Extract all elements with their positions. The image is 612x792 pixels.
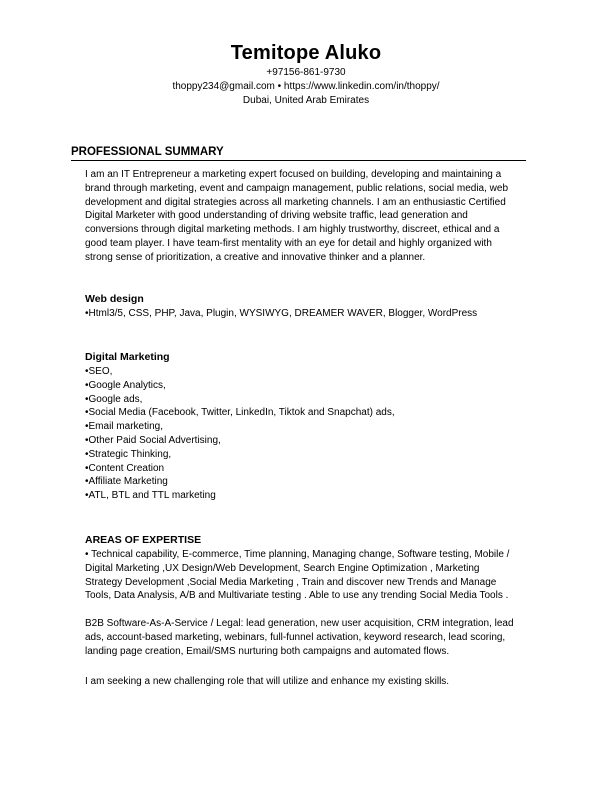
summary-divider [71, 160, 526, 161]
location: Dubai, United Arab Emirates [242, 95, 370, 106]
summary-line: good team player. I have team-first mentality with an eye for detail and highly organized with [85, 237, 492, 249]
summary-line: Digital Marketer with good understanding of driving website traffic, lead generation and [85, 210, 468, 222]
expertise-line: Digital Marketing ,UX Design/Web Development, Search Engine Optimization , Marketing [85, 562, 480, 574]
expertise-heading: AREAS OF EXPERTISE [85, 534, 202, 546]
expertise-line: Strategy Development ,Social Media Marketing , Train and discover new Trends and Manage [85, 576, 497, 588]
web-design-list [85, 307, 545, 321]
expertise-paragraph-1 [85, 548, 540, 603]
list-item: • Google Analytics, [85, 379, 545, 393]
list-item: • Email marketing, [85, 420, 545, 434]
summary-line: conversions through digital marketing methods. I am highly trustworthy, discreet, ethical and a [85, 224, 500, 236]
closing-statement: I am seeking a new challenging role that will utilize and enhance my existing skills. [85, 676, 450, 687]
expertise-line: Tools, Data Analysis, A/B and Multivariate testing . Able to use any trending Social Media Tools . [85, 590, 509, 602]
digital-marketing-heading: Digital Marketing [85, 351, 170, 363]
candidate-name: Temitope Aluko [230, 42, 382, 64]
expertise-line: ads, account-based marketing, webinars, full-funnel activation, keyword research, lead scoring, [85, 631, 506, 643]
summary-line: development and digital strategies across all marketing channels. I am an enthusiastic Certified [85, 196, 506, 208]
expertise-line: B2B Software-As-A-Service / Legal: lead generation, new user acquisition, CRM integration, lead [85, 618, 514, 629]
list-item: • Strategic Thinking, [85, 448, 545, 462]
list-item: • SEO, [85, 365, 545, 379]
list-item: • Html3/5, CSS, PHP, Java, Plugin, WYSIWYG, DREAMER WAVER, Blogger, WordPress [85, 307, 545, 321]
summary-line: brand through marketing, event and campaign management, public relations, social media, web [85, 182, 509, 194]
list-item: • Other Paid Social Advertising, [85, 434, 545, 448]
list-item: • ATL, BTL and TTL marketing [85, 489, 545, 503]
digital-marketing-list [85, 365, 545, 503]
expertise-line: • Technical capability, E-commerce, Time planning, Managing change, Software testing, Mobile / [85, 549, 510, 560]
expertise-line: landing page creation, Email/SMS nurturing both campaigns and automated flows. [85, 645, 450, 657]
summary-line: I am an IT Entrepreneur a marketing expert focused on building, developing and maintaining a [85, 169, 502, 180]
expertise-paragraph-2 [85, 617, 540, 658]
web-design-heading: Web design [85, 293, 144, 305]
list-item: • Affiliate Marketing [85, 475, 545, 489]
summary-line: strong sense of prioritization, a creative and innovative thinker and a planner. [85, 251, 426, 263]
phone-number: +97156-861-9730 [266, 67, 346, 78]
summary-heading: PROFESSIONAL SUMMARY [71, 146, 224, 158]
list-item: • Google ads, [85, 393, 545, 407]
list-item: • Social Media (Facebook, Twitter, LinkedIn, Tiktok and Snapchat) ads, [85, 406, 545, 420]
email-linkedin: thoppy234@gmail.com • https://www.linkedin.com/in/thoppy/ [172, 81, 440, 92]
list-item: • Content Creation [85, 462, 545, 476]
summary-text [85, 168, 540, 265]
